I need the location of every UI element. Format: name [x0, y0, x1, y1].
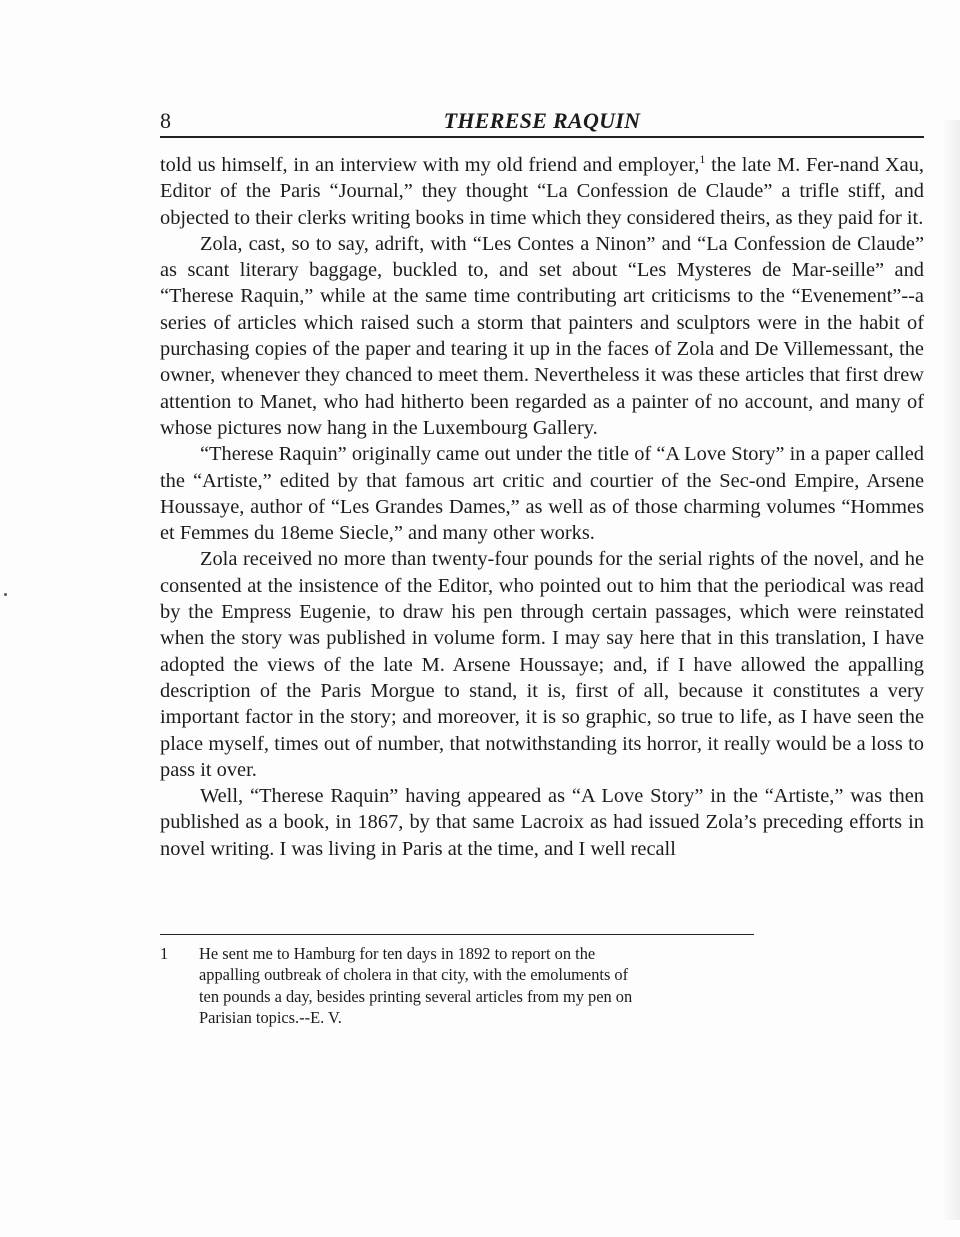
footnote-number: 1 [160, 944, 169, 963]
footnote [160, 943, 650, 1029]
footnote-text: He sent me to Hamburg for ten days in 1892 to report on the appalling outbreak of cholera in that city, with the emoluments of ten pounds a day, besides printing several articles from my pen on Parisian topics.--E. V. [199, 944, 633, 1028]
paragraph-1-start: told us himself, in an interview with my old friend and employer, [160, 154, 700, 176]
body-text [160, 152, 924, 862]
margin-speck [4, 593, 7, 596]
paragraph-2: Zola, cast, so to say, adrift, with “Les Contes a Ninon” and “La Confession de Claude” as scant literary baggage, buckled to, and set about “Les Mysteres de Mar-seille” and “Therese Raquin,” while at the same time contributing art criticisms to the “Evenement”--a series of articles which raised such a storm that painters and sculptors were in the habit of purchasing copies of the paper and tearing it up in the faces of Zola and De Villemessant, the owner, whenever they chanced to meet them. Nevertheless it was these articles that first drew attention to Manet, who had hitherto been regarded as a painter of no account, and many of whose pictures now hang in the Luxembourg Gallery. [160, 232, 924, 439]
paragraph-1 [160, 152, 924, 231]
page-edge-shadow [942, 120, 960, 1220]
page-number: 8 [160, 108, 171, 133]
footnote-divider [160, 934, 754, 935]
paragraph-5: Well, “Therese Raquin” having appeared as “A Love Story” in the “Artiste,” was then published as a book, in 1867, by that same Lacroix as had issued Zola’s preceding efforts in novel writing. I was living in Paris at the time, and I well recall [160, 785, 924, 860]
running-header [160, 106, 924, 138]
footnote-reference[interactable]: 1 [699, 152, 706, 167]
running-title: THERESE RAQUIN [443, 108, 641, 133]
paragraph-3: “Therese Raquin” originally came out under the title of “A Love Story” in a paper called the “Artiste,” edited by that famous art critic and courtier of the Sec-ond Empire, Arsene Houssaye, author of “Les Grandes Dames,” as well as of those charming volumes “Hommes et Femmes du 18eme Siecle,” and many other works. [160, 443, 924, 545]
paragraph-1-end: the late M. Fer-nand Xau, Editor of the Paris “Journal,” they thought “La Confession de Claude” a trifle stiff, and objected to their clerks writing books in time which they considered theirs, as they paid for it. [160, 154, 924, 229]
paragraph-4: Zola received no more than twenty-four pounds for the serial rights of the novel, and he consented at the insistence of the Editor, who pointed out to him that the periodical was read by the Empress Eugenie, to draw his pen through certain passages, which were reinstated when the story was published in volume form. I may say here that in this translation, I have adopted the views of the late M. Arsene Houssaye; and, if I have allowed the appalling description of the Paris Morgue to stand, it is, first of all, because it constitutes a very important factor in the story; and moreover, it is so graphic, so true to life, as I have seen the place myself, times out of number, that notwithstanding its horror, it really would be a loss to pass it over. [160, 548, 924, 781]
